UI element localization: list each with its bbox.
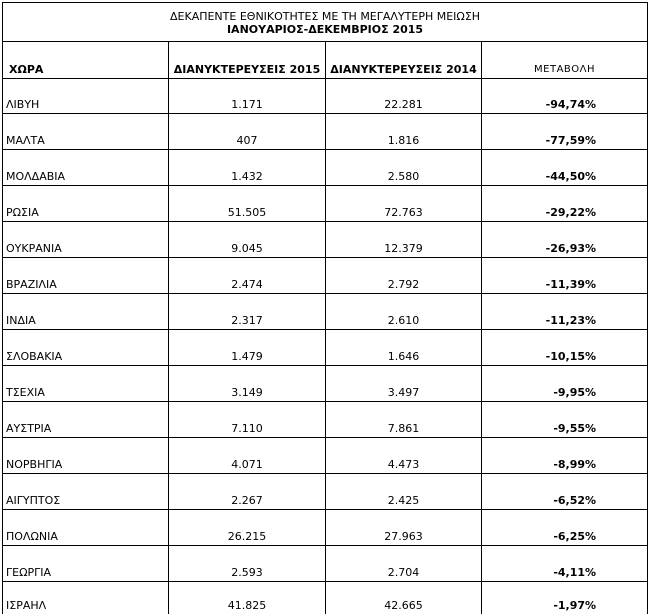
stays-2015-cell[interactable]: 26.215 — [169, 510, 326, 546]
table-row — [3, 79, 648, 114]
change-cell[interactable]: -29,22% — [482, 186, 648, 222]
header-stays-2015[interactable]: ΔΙΑΝΥΚΤΕΡΕΥΣΕΙΣ 2015 — [169, 42, 326, 79]
table-row — [3, 186, 648, 222]
stays-2015-cell[interactable]: 1.479 — [169, 330, 326, 366]
country-cell[interactable]: ΙΝΔΙΑ — [3, 294, 169, 330]
stays-2014-cell[interactable]: 1.646 — [326, 330, 482, 366]
table-row — [3, 510, 648, 546]
table-row — [3, 402, 648, 438]
stays-2015-cell[interactable]: 1.171 — [169, 79, 326, 114]
table-title: ΔΕΚΑΠΕΝΤΕ ΕΘΝΙΚΟΤΗΤΕΣ ΜΕ ΤΗ ΜΕΓΑΛΥΤΕΡΗ ΜΕΙΩΣΗ — [170, 10, 481, 23]
stays-2015-cell[interactable]: 2.593 — [169, 546, 326, 582]
stays-2014-cell[interactable]: 2.580 — [326, 150, 482, 186]
stays-2015-cell[interactable]: 2.267 — [169, 474, 326, 510]
stays-2015-cell[interactable]: 9.045 — [169, 222, 326, 258]
change-cell[interactable]: -8,99% — [482, 438, 648, 474]
title-row — [3, 3, 648, 42]
decrease-table — [2, 2, 648, 614]
stays-2014-cell[interactable]: 12.379 — [326, 222, 482, 258]
stays-2014-cell[interactable]: 72.763 — [326, 186, 482, 222]
table-row — [3, 366, 648, 402]
country-cell[interactable]: ΜΑΛΤΑ — [3, 114, 169, 150]
country-cell[interactable]: ΣΛΟΒΑΚΙΑ — [3, 330, 169, 366]
stays-2015-cell[interactable]: 41.825 — [169, 582, 326, 614]
header-stays-2014[interactable]: ΔΙΑΝΥΚΤΕΡΕΥΣΕΙΣ 2014 — [326, 42, 482, 79]
country-cell[interactable]: ΤΣΕΧΙΑ — [3, 366, 169, 402]
table-row — [3, 582, 648, 614]
stays-2015-cell[interactable]: 407 — [169, 114, 326, 150]
change-cell[interactable]: -26,93% — [482, 222, 648, 258]
table-row — [3, 222, 648, 258]
change-cell[interactable]: -11,39% — [482, 258, 648, 294]
stays-2014-cell[interactable]: 2.792 — [326, 258, 482, 294]
stays-2015-cell[interactable]: 4.071 — [169, 438, 326, 474]
country-cell[interactable]: ΝΟΡΒΗΓΙΑ — [3, 438, 169, 474]
stays-2015-cell[interactable]: 51.505 — [169, 186, 326, 222]
stays-2014-cell[interactable]: 3.497 — [326, 366, 482, 402]
stays-2014-cell[interactable]: 27.963 — [326, 510, 482, 546]
stays-2014-cell[interactable]: 2.425 — [326, 474, 482, 510]
stays-2015-cell[interactable]: 2.474 — [169, 258, 326, 294]
change-cell[interactable]: -44,50% — [482, 150, 648, 186]
change-cell[interactable]: -6,52% — [482, 474, 648, 510]
change-cell[interactable]: -9,95% — [482, 366, 648, 402]
stays-2015-cell[interactable]: 3.149 — [169, 366, 326, 402]
table-row — [3, 150, 648, 186]
stays-2015-cell[interactable]: 2.317 — [169, 294, 326, 330]
stays-2014-cell[interactable]: 7.861 — [326, 402, 482, 438]
country-cell[interactable]: ΡΩΣΙΑ — [3, 186, 169, 222]
change-cell[interactable]: -6,25% — [482, 510, 648, 546]
country-cell[interactable]: ΒΡΑΖΙΛΙΑ — [3, 258, 169, 294]
table-row — [3, 114, 648, 150]
change-cell[interactable]: -11,23% — [482, 294, 648, 330]
country-cell[interactable]: ΠΟΛΩΝΙΑ — [3, 510, 169, 546]
country-cell[interactable]: ΑΥΣΤΡΙΑ — [3, 402, 169, 438]
stays-2014-cell[interactable]: 42.665 — [326, 582, 482, 614]
change-cell[interactable]: -9,55% — [482, 402, 648, 438]
country-cell[interactable]: ΟΥΚΡΑΝΙΑ — [3, 222, 169, 258]
country-cell[interactable]: ΓΕΩΡΓΙΑ — [3, 546, 169, 582]
table-row — [3, 474, 648, 510]
table-row — [3, 330, 648, 366]
change-cell[interactable]: -1,97% — [482, 582, 648, 614]
table-row — [3, 294, 648, 330]
stays-2014-cell[interactable]: 1.816 — [326, 114, 482, 150]
change-cell[interactable]: -10,15% — [482, 330, 648, 366]
table-row — [3, 438, 648, 474]
country-cell[interactable]: ΑΙΓΥΠΤΟΣ — [3, 474, 169, 510]
change-cell[interactable]: -94,74% — [482, 79, 648, 114]
stays-2014-cell[interactable]: 2.610 — [326, 294, 482, 330]
header-country[interactable]: ΧΩΡΑ — [3, 42, 169, 79]
country-cell[interactable]: ΙΣΡΑΗΛ — [3, 582, 169, 614]
country-cell[interactable]: ΜΟΛΔΑΒΙΑ — [3, 150, 169, 186]
country-cell[interactable]: ΛΙΒΥΗ — [3, 79, 169, 114]
stays-2014-cell[interactable]: 2.704 — [326, 546, 482, 582]
table-subtitle: ΙΑΝΟΥΑΡΙΟΣ-ΔΕΚΕΜΒΡΙΟΣ 2015 — [226, 23, 424, 36]
header-row — [3, 42, 648, 79]
table-title-cell[interactable] — [3, 3, 648, 42]
table-row — [3, 258, 648, 294]
change-cell[interactable]: -77,59% — [482, 114, 648, 150]
stays-2014-cell[interactable]: 4.473 — [326, 438, 482, 474]
stays-2014-cell[interactable]: 22.281 — [326, 79, 482, 114]
table-row — [3, 546, 648, 582]
stays-2015-cell[interactable]: 7.110 — [169, 402, 326, 438]
change-cell[interactable]: -4,11% — [482, 546, 648, 582]
stays-2015-cell[interactable]: 1.432 — [169, 150, 326, 186]
header-change[interactable]: ΜΕΤΑΒΟΛΗ — [482, 42, 648, 79]
